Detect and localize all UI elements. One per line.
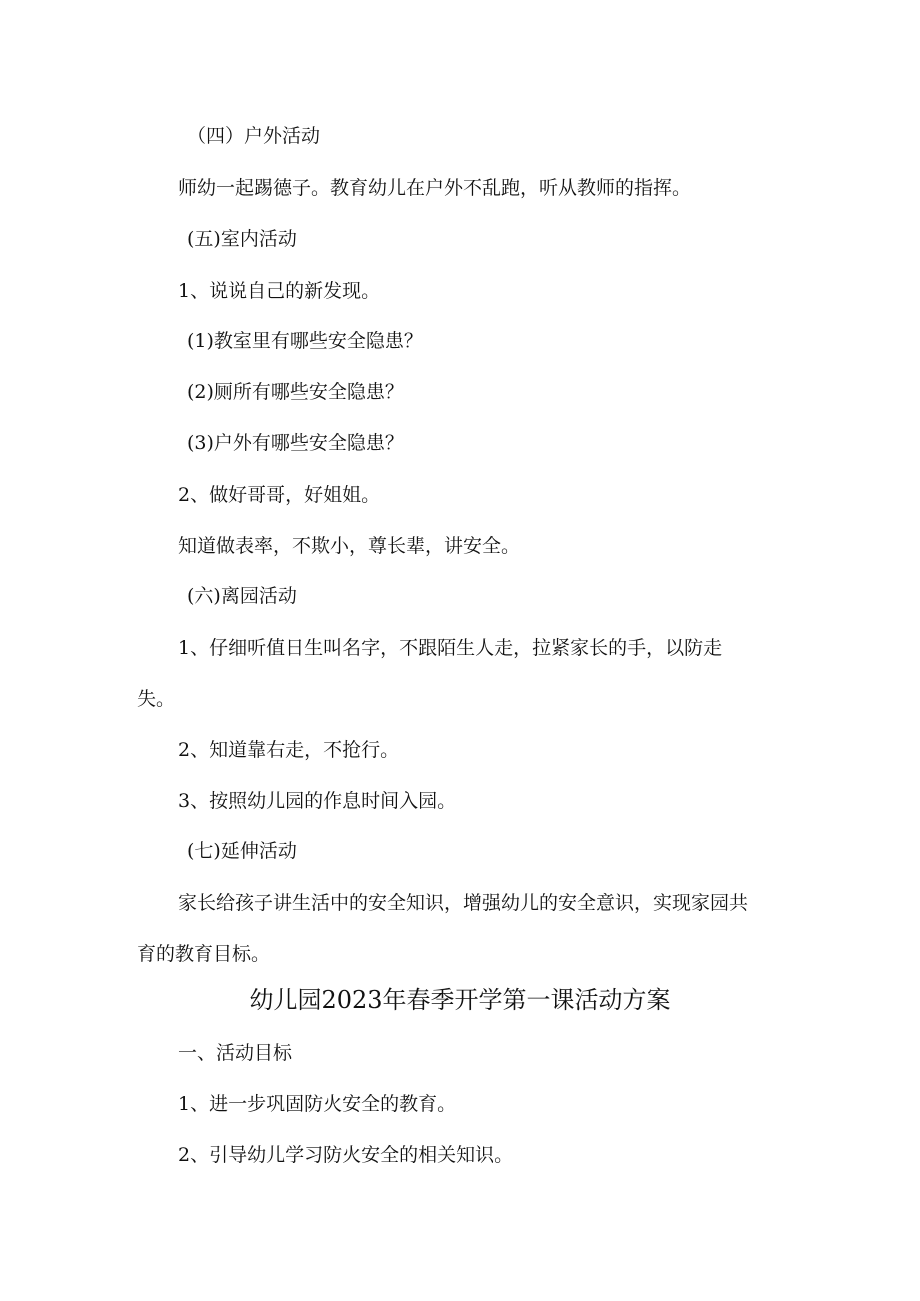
paragraph: 1、仔细听值日生叫名字，不跟陌生人走，拉紧家长的手，以防走 <box>178 637 723 659</box>
list-item: 2、知道靠右走，不抢行。 <box>178 739 400 761</box>
section-heading-indoor: (五)室内活动 <box>187 228 297 250</box>
section-heading-extension: (七)延伸活动 <box>187 840 297 862</box>
paragraph-continuation: 失。 <box>137 688 176 710</box>
document-title: 幼儿园2023年春季开学第一课活动方案 <box>249 986 671 1014</box>
section-heading-leaving: (六)离园活动 <box>187 585 297 607</box>
list-item: (2)厕所有哪些安全隐患？ <box>187 381 404 403</box>
paragraph-continuation: 育的教育目标。 <box>137 943 271 965</box>
list-item: 1、说说自己的新发现。 <box>178 280 381 302</box>
list-item: 2、做好哥哥，好姐姐。 <box>178 484 381 506</box>
list-item: 3、按照幼儿园的作息时间入园。 <box>178 790 457 812</box>
section-heading-goals: 一、活动目标 <box>178 1042 293 1064</box>
list-item: (1)教室里有哪些安全隐患？ <box>187 330 423 352</box>
paragraph: 知道做表率，不欺小，尊长辈，讲安全。 <box>178 535 521 557</box>
list-item: 1、进一步巩固防火安全的教育。 <box>178 1093 457 1115</box>
list-item: (3)户外有哪些安全隐患？ <box>187 432 404 454</box>
section-heading-outdoor: （四）户外活动 <box>187 125 321 147</box>
paragraph: 家长给孩子讲生活中的安全知识，增强幼儿的安全意识，实现家园共 <box>178 892 749 914</box>
list-item: 2、引导幼儿学习防火安全的相关知识。 <box>178 1144 514 1166</box>
paragraph: 师幼一起踢德子。教育幼儿在户外不乱跑，听从教师的指挥。 <box>178 177 692 199</box>
